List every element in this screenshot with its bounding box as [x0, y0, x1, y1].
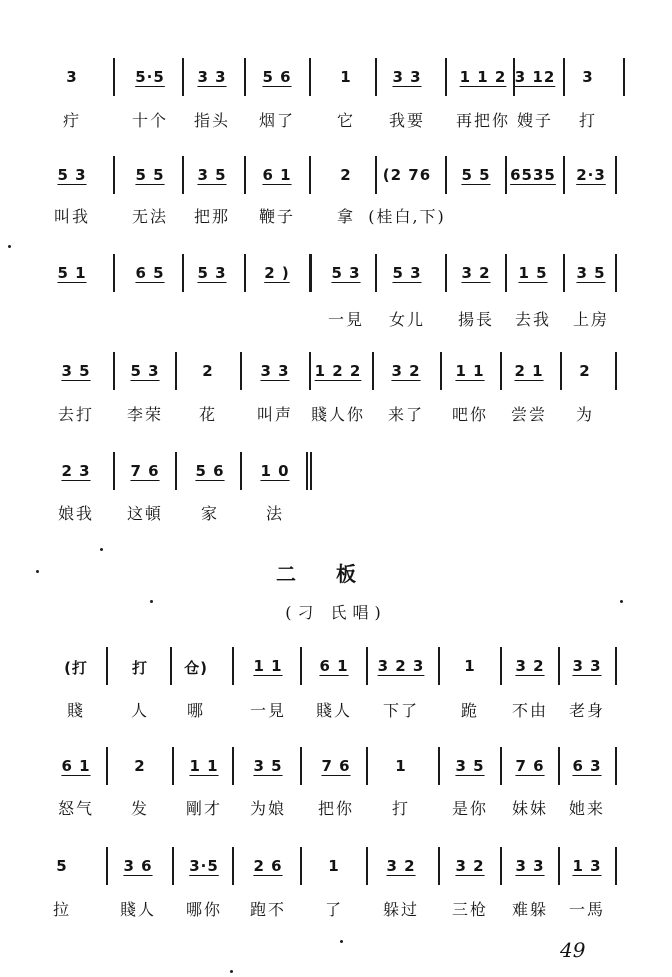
note-cell: 2 — [202, 362, 214, 380]
lyric-cell: 是你 — [451, 799, 488, 818]
lyrics-line — [0, 497, 672, 531]
note-cell: 5 5 — [135, 166, 165, 184]
lyric-cell: 賤人 — [119, 900, 156, 919]
note-cell: 3 12 — [514, 68, 556, 86]
lyric-cell: 了 — [324, 900, 343, 919]
lyric-cell: 无法 — [131, 207, 168, 226]
bar-line — [623, 58, 625, 96]
lyrics-line — [0, 893, 672, 927]
note-cell: 3 5 — [455, 757, 485, 775]
lyric-cell: 下了 — [382, 701, 419, 720]
note-cell: 3 2 — [515, 657, 545, 675]
note-cell: 3 5 — [253, 757, 283, 775]
lyric-cell: 去打 — [57, 405, 94, 424]
lyric-cell: 指头 — [193, 111, 230, 130]
note-cell: 打 — [131, 659, 148, 677]
bar-line — [170, 647, 172, 685]
bar-line — [445, 254, 447, 292]
bar-line — [175, 352, 177, 390]
bar-line — [232, 647, 234, 685]
notation-line — [0, 641, 672, 691]
lyric-cell: 跪 — [460, 701, 479, 720]
lyric-cell: 来了 — [387, 405, 424, 424]
lyric-cell: 为娘 — [249, 799, 286, 818]
lyric-cell: 哪你 — [185, 900, 222, 919]
lyric-cell: 打 — [578, 111, 597, 130]
bar-line — [558, 647, 560, 685]
print-speck — [230, 970, 233, 973]
lyric-cell: 三枪 — [451, 900, 488, 919]
bar-line — [300, 647, 302, 685]
note-cell: 3 2 — [391, 362, 421, 380]
lyric-cell: 女儿 — [388, 310, 425, 329]
note-cell: 1 0 — [260, 462, 290, 480]
print-speck — [100, 548, 103, 551]
bar-line — [113, 58, 115, 96]
bar-line — [558, 747, 560, 785]
note-cell: 仓) — [184, 659, 208, 677]
note-cell: 5 3 — [130, 362, 160, 380]
note-cell: 1 1 — [455, 362, 485, 380]
note-cell: 7 6 — [515, 757, 545, 775]
bar-line — [172, 747, 174, 785]
bar-line — [306, 452, 308, 490]
bar-line — [300, 747, 302, 785]
section-title: 二板 — [276, 562, 396, 586]
bar-line — [615, 747, 617, 785]
bar-line — [244, 58, 246, 96]
lyrics-line — [0, 200, 672, 234]
lyric-cell: 把那 — [193, 207, 230, 226]
note-cell: 6 3 — [572, 757, 602, 775]
note-cell: 6 5 — [135, 264, 165, 282]
lyric-cell: 老身 — [568, 701, 605, 720]
lyric-cell: 烟了 — [258, 111, 295, 130]
bar-line — [500, 647, 502, 685]
lyric-cell: 上房 — [572, 310, 609, 329]
lyric-cell: 妹妹 — [511, 799, 548, 818]
bar-line — [563, 254, 565, 292]
bar-line — [310, 452, 312, 490]
lyric-cell: 这頓 — [126, 504, 163, 523]
bar-line — [438, 847, 440, 885]
lyric-cell: 发 — [130, 799, 149, 818]
note-cell: 2 ) — [264, 264, 290, 282]
lyric-cell: 賤 — [66, 701, 85, 720]
bar-line — [615, 254, 617, 292]
bar-line — [440, 352, 442, 390]
note-cell: 3·5 — [189, 857, 219, 875]
lyric-cell: 十个 — [131, 111, 168, 130]
note-cell: 6535 — [510, 166, 556, 184]
bar-line — [113, 352, 115, 390]
bar-line — [232, 847, 234, 885]
section-subtitle: (刁 氏唱) — [285, 603, 387, 622]
note-cell: 7 6 — [321, 757, 351, 775]
lyric-cell: 跑不 — [249, 900, 286, 919]
bar-line — [310, 254, 312, 292]
lyric-cell: 躲过 — [382, 900, 419, 919]
lyrics-line — [0, 398, 672, 432]
lyric-cell: 一見 — [249, 701, 286, 720]
note-cell: 6 1 — [319, 657, 349, 675]
note-cell: 3 2 — [461, 264, 491, 282]
lyric-cell: 一見 — [327, 310, 364, 329]
note-cell: 1 — [340, 68, 352, 86]
bar-line — [106, 647, 108, 685]
bar-line — [175, 452, 177, 490]
lyrics-line — [0, 104, 672, 138]
note-cell: 1 — [395, 757, 407, 775]
lyric-cell: 花 — [198, 405, 217, 424]
note-cell: 2·3 — [576, 166, 606, 184]
lyric-cell: 它 — [336, 111, 355, 130]
bar-line — [375, 254, 377, 292]
note-cell: 2 — [340, 166, 352, 184]
bar-line — [558, 847, 560, 885]
notation-line — [0, 446, 672, 496]
note-cell: 3 5 — [576, 264, 606, 282]
bar-line — [366, 847, 368, 885]
note-cell: 5 3 — [331, 264, 361, 282]
lyric-cell: 把你 — [317, 799, 354, 818]
note-cell: 3 — [582, 68, 594, 86]
lyric-cell: 法 — [265, 504, 284, 523]
bar-line — [106, 747, 108, 785]
bar-line — [505, 156, 507, 194]
note-cell: 3 6 — [123, 857, 153, 875]
lyric-cell: 揚長 — [457, 310, 494, 329]
note-cell: 1 5 — [518, 264, 548, 282]
note-cell: 3 3 — [572, 657, 602, 675]
note-cell: 3 5 — [61, 362, 91, 380]
lyric-cell: 李荣 — [126, 405, 163, 424]
bar-line — [445, 156, 447, 194]
lyric-cell: 剛才 — [185, 799, 222, 818]
bar-line — [113, 156, 115, 194]
bar-line — [563, 156, 565, 194]
lyric-cell: 拉 — [52, 900, 71, 919]
lyric-cell: 嫂子 — [516, 111, 553, 130]
bar-line — [615, 847, 617, 885]
note-cell: 3 3 — [260, 362, 290, 380]
bar-line — [309, 352, 311, 390]
bar-line — [615, 647, 617, 685]
note-cell: 2 6 — [253, 857, 283, 875]
lyric-cell: 叫声 — [256, 405, 293, 424]
bar-line — [366, 647, 368, 685]
note-cell: 5 1 — [57, 264, 87, 282]
bar-line — [244, 156, 246, 194]
bar-line — [309, 58, 311, 96]
lyrics-line — [0, 792, 672, 826]
lyric-cell: 再把你 — [455, 111, 510, 130]
lyric-cell: 鞭子 — [258, 207, 295, 226]
bar-line — [505, 254, 507, 292]
note-cell: 3 3 — [392, 68, 422, 86]
bar-line — [366, 747, 368, 785]
note-cell: 1 — [464, 657, 476, 675]
page-number: 49 — [560, 938, 586, 962]
note-cell: 5 6 — [195, 462, 225, 480]
bar-line — [232, 747, 234, 785]
lyric-cell: 拿 — [336, 207, 355, 226]
lyric-cell: 一馬 — [568, 900, 605, 919]
lyric-cell: 不由 — [511, 701, 548, 720]
bar-line — [113, 452, 115, 490]
note-cell: (打 — [64, 659, 88, 677]
notation-line — [0, 841, 672, 891]
bar-line — [240, 452, 242, 490]
note-cell: 6 1 — [61, 757, 91, 775]
lyrics-line — [0, 303, 672, 337]
lyric-cell: 打 — [391, 799, 410, 818]
notation-line — [0, 150, 672, 200]
note-cell: 3 3 — [515, 857, 545, 875]
lyric-cell: 哪 — [186, 701, 205, 720]
lyric-cell: 賤人你 — [310, 405, 365, 424]
lyric-cell: 家 — [200, 504, 219, 523]
bar-line — [113, 254, 115, 292]
note-cell: 1 2 2 — [314, 362, 362, 380]
bar-line — [182, 254, 184, 292]
print-speck — [340, 940, 343, 943]
bar-line — [500, 847, 502, 885]
lyrics-line — [0, 694, 672, 728]
lyric-cell: 叫我 — [53, 207, 90, 226]
note-cell: (2 76 — [382, 166, 432, 184]
lyric-cell: 怒气 — [57, 799, 94, 818]
lyric-cell: 我要 — [388, 111, 425, 130]
bar-line — [615, 156, 617, 194]
lyric-cell: 疔 — [62, 111, 81, 130]
bar-line — [615, 352, 617, 390]
note-cell: 1 3 — [572, 857, 602, 875]
note-cell: 1 1 2 — [459, 68, 507, 86]
note-cell: 2 — [134, 757, 146, 775]
bar-line — [300, 847, 302, 885]
bar-line — [244, 254, 246, 292]
note-cell: 2 3 — [61, 462, 91, 480]
note-cell: 2 1 — [514, 362, 544, 380]
bar-line — [513, 58, 515, 96]
note-cell: 5 — [56, 857, 68, 875]
lyric-cell: 去我 — [514, 310, 551, 329]
note-cell: 7 6 — [130, 462, 160, 480]
note-cell: 3 2 3 — [377, 657, 425, 675]
bar-line — [182, 156, 184, 194]
bar-line — [560, 352, 562, 390]
note-cell: 3 5 — [197, 166, 227, 184]
note-cell: 5 6 — [262, 68, 292, 86]
bar-line — [375, 58, 377, 96]
notation-line — [0, 741, 672, 791]
note-cell: 3 — [66, 68, 78, 86]
note-cell: 5 3 — [197, 264, 227, 282]
notation-line — [0, 248, 672, 298]
print-speck — [8, 245, 11, 248]
lyric-cell: (桂白,下) — [368, 207, 446, 226]
bar-line — [563, 58, 565, 96]
lyric-cell: 尝尝 — [510, 405, 547, 424]
bar-line — [106, 847, 108, 885]
note-cell: 5·5 — [135, 68, 165, 86]
note-cell: 6 1 — [262, 166, 292, 184]
notation-line — [0, 52, 672, 102]
lyric-cell: 为 — [575, 405, 594, 424]
notation-line — [0, 346, 672, 396]
bar-line — [438, 747, 440, 785]
lyric-cell: 人 — [130, 701, 149, 720]
bar-line — [438, 647, 440, 685]
lyric-cell: 难躲 — [511, 900, 548, 919]
lyric-cell: 她来 — [568, 799, 605, 818]
note-cell: 5 3 — [392, 264, 422, 282]
bar-line — [182, 58, 184, 96]
note-cell: 3 3 — [197, 68, 227, 86]
note-cell: 5 5 — [461, 166, 491, 184]
bar-line — [375, 156, 377, 194]
note-cell: 1 — [328, 857, 340, 875]
note-cell: 3 2 — [386, 857, 416, 875]
note-cell: 5 3 — [57, 166, 87, 184]
note-cell: 2 — [579, 362, 591, 380]
bar-line — [372, 352, 374, 390]
bar-line — [240, 352, 242, 390]
bar-line — [172, 847, 174, 885]
note-cell: 3 2 — [455, 857, 485, 875]
lyric-cell: 娘我 — [57, 504, 94, 523]
bar-line — [309, 156, 311, 194]
note-cell: 1 1 — [189, 757, 219, 775]
note-cell: 1 1 — [253, 657, 283, 675]
lyric-cell: 吧你 — [451, 405, 488, 424]
bar-line — [445, 58, 447, 96]
bar-line — [500, 352, 502, 390]
lyric-cell: 賤人 — [315, 701, 352, 720]
bar-line — [500, 747, 502, 785]
